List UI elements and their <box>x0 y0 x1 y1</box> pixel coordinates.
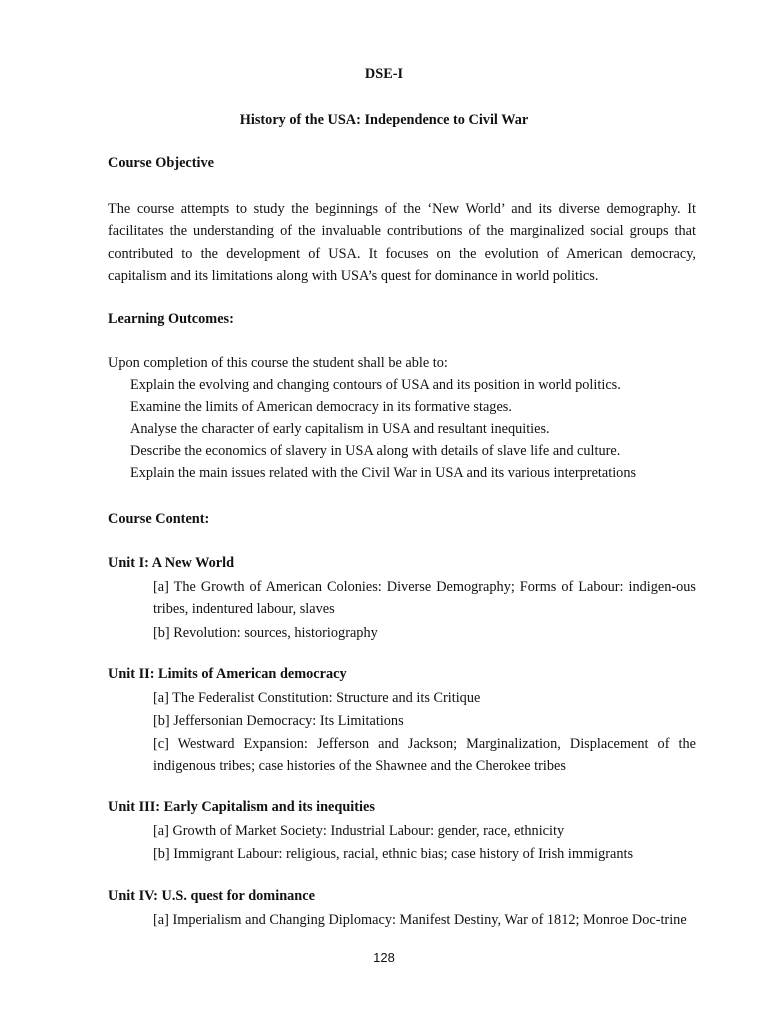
outcomes-heading: Learning Outcomes: <box>108 311 234 327</box>
outcome-item: Explain the evolving and changing contours of USA and its position in world politics. <box>130 377 621 393</box>
unit-title: Unit I: A New World <box>108 555 235 571</box>
outcome-item: Analyse the character of early capitalism in USA and resultant inequities. <box>130 421 550 437</box>
page-number: 128 <box>373 950 395 965</box>
unit-item: [b] Immigrant Labour: religious, racial, ethnic bias; case history of Irish immigrants <box>153 846 634 862</box>
unit-item: [b] Jeffersonian Democracy: Its Limitations <box>153 713 404 729</box>
course-code: DSE-I <box>364 66 404 82</box>
unit-item: [a] Growth of Market Society: Industrial Labour: gender, race, ethnicity <box>153 823 565 839</box>
outcome-item: Explain the main issues related with the Civil War in USA and its various interpretations <box>130 465 637 481</box>
unit-item: [a] Imperialism and Changing Diplomacy: Manifest Destiny, War of 1812; Monroe Doc-trine <box>153 912 687 928</box>
unit-item: [a] The Federalist Constitution: Structure and its Critique <box>153 690 481 706</box>
outcome-item: Examine the limits of American democracy in its formative stages. <box>130 399 512 415</box>
unit-title: Unit II: Limits of American democracy <box>108 666 347 682</box>
unit-item: [b] Revolution: sources, historiography <box>153 625 378 641</box>
course-title: History of the USA: Independence to Civil War <box>239 112 529 128</box>
objective-paragraph: The course attempts to study the beginnings of the ‘New World’ and its diverse demography. It facilitates the understanding of the invaluable contributions of the marginalized social groups that contributed to the development of USA. It focuses on the evolution of American democracy, capitalism and its limitations along with USA’s quest for dominance in world politics. <box>108 201 696 284</box>
objective-heading: Course Objective <box>108 155 215 171</box>
unit-title: Unit III: Early Capitalism and its inequities <box>108 799 375 815</box>
unit-title: Unit IV: U.S. quest for dominance <box>108 888 315 904</box>
outcomes-intro: Upon completion of this course the student shall be able to: <box>108 355 448 371</box>
unit-item: [c] Westward Expansion: Jefferson and Jackson; Marginalization, Displacement of the indigenous tribes; case histories of the Shawnee and the Cherokee tribes <box>153 736 696 774</box>
outcome-item: Describe the economics of slavery in USA along with details of slave life and culture. <box>130 443 621 459</box>
content-heading: Course Content: <box>108 511 210 527</box>
unit-item: [a] The Growth of American Colonies: Diverse Demography; Forms of Labour: indigen-ous tribes, indentured labour, slaves <box>153 579 696 617</box>
